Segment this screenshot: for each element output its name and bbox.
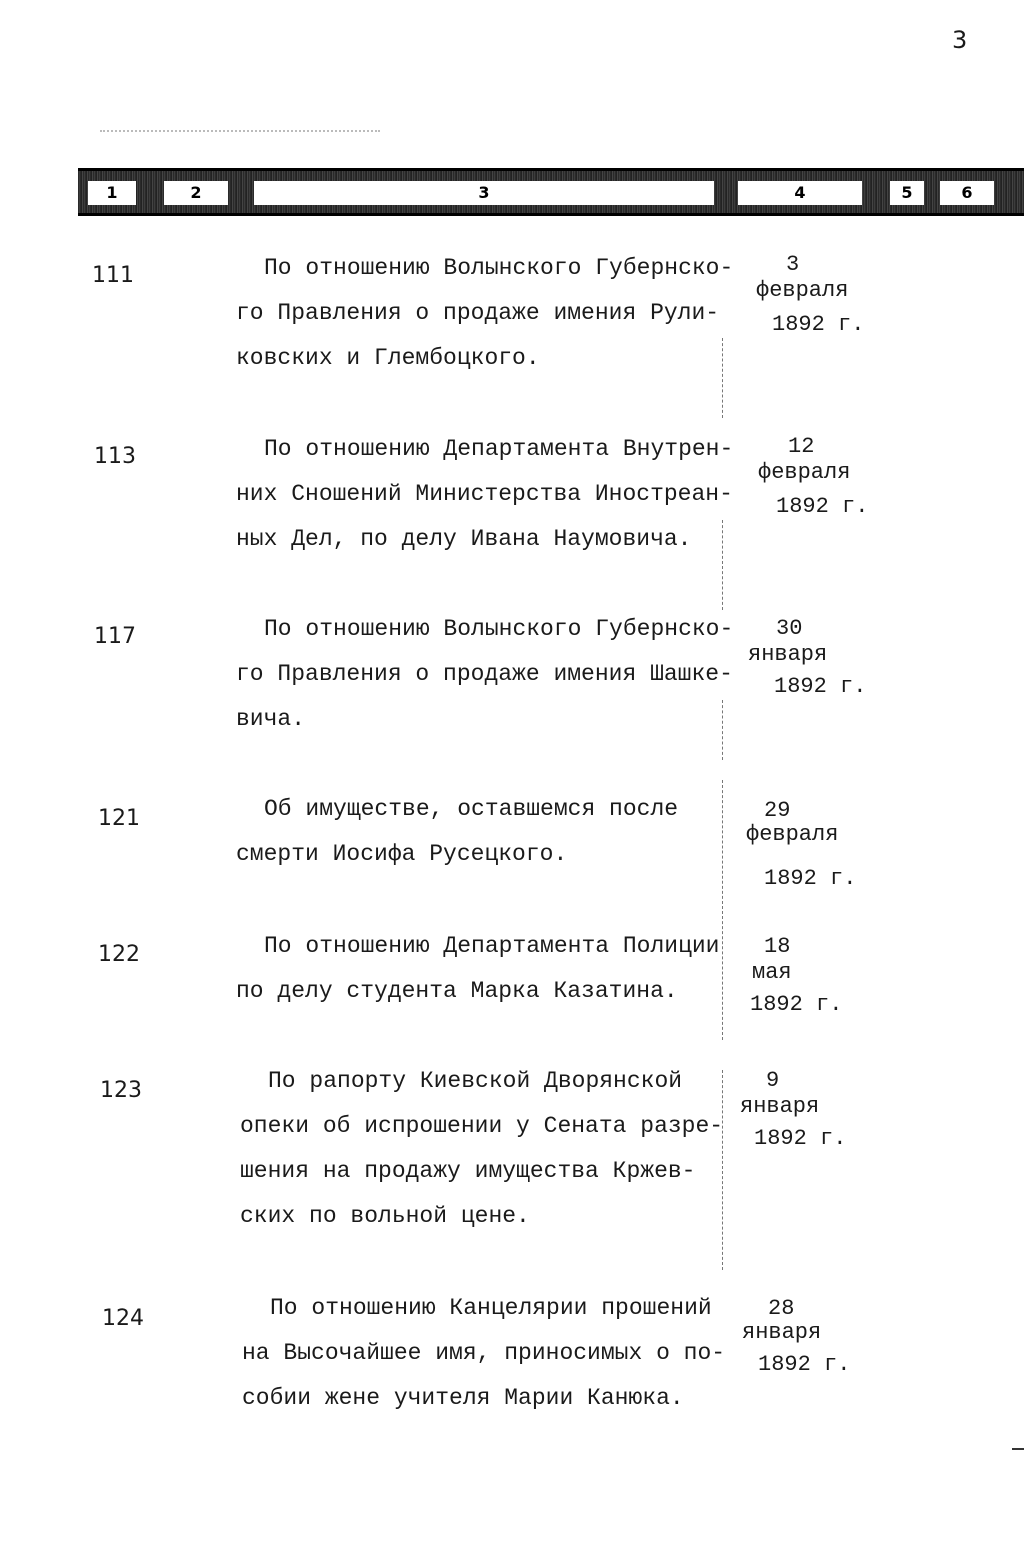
- entry-number: 121: [98, 806, 140, 831]
- date-year: 1892 г.: [772, 312, 865, 337]
- date-year: 1892 г.: [776, 494, 869, 519]
- date-month: февраля: [746, 822, 839, 847]
- date-month: января: [748, 642, 828, 667]
- entry-line: вича.: [236, 706, 306, 732]
- entry-number: 117: [94, 624, 136, 649]
- column-header-band: [78, 168, 1024, 216]
- date-day: 9: [766, 1068, 780, 1093]
- column-header-3: 3: [254, 181, 714, 205]
- entry-line: ных Дел, по делу Ивана Наумовича.: [236, 526, 692, 552]
- entry-line: По отношению Департамента Внутрен-: [264, 436, 734, 462]
- entry-description: [236, 427, 736, 562]
- column-header-5: 5: [890, 181, 924, 205]
- entry-line: Об имуществе, оставшемся после: [264, 796, 679, 822]
- date-month: января: [740, 1094, 820, 1119]
- entry-description: [236, 924, 736, 1014]
- date-month: января: [742, 1320, 822, 1345]
- entry-line: смерти Иосифа Русецкого.: [236, 841, 568, 867]
- entry-line: По отношению Канцелярии прошений: [270, 1295, 712, 1321]
- column-header-2: 2: [164, 181, 228, 205]
- entry-number: 111: [92, 263, 134, 288]
- entry-line: ковских и Глембоцкого.: [236, 345, 540, 371]
- entry-line: По рапорту Киевской Дворянской: [268, 1068, 683, 1094]
- decorative-dots: [100, 130, 380, 136]
- date-year: 1892 г.: [754, 1126, 847, 1151]
- page-number: 3: [952, 26, 968, 54]
- column-header-1: 1: [88, 181, 136, 205]
- entry-line: ских по вольной цене.: [240, 1203, 530, 1229]
- date-day: 29: [764, 798, 791, 823]
- entry-number: 124: [102, 1306, 144, 1331]
- date-day: 18: [764, 934, 791, 959]
- entry-description: [242, 1286, 742, 1421]
- date-month: февраля: [758, 460, 851, 485]
- entry-line: шения на продажу имущества Кржев-: [240, 1158, 696, 1184]
- entry-line: По отношению Департамента Полиции: [264, 933, 720, 959]
- entry-number: 122: [98, 942, 140, 967]
- entry-description: [240, 1059, 740, 1239]
- date-year: 1892 г.: [750, 992, 843, 1017]
- date-year: 1892 г.: [758, 1352, 851, 1377]
- entry-description: [236, 246, 736, 381]
- entry-description: [236, 787, 736, 877]
- entry-line: По отношению Волынского Губернско-: [264, 255, 734, 281]
- entry-number: 123: [100, 1078, 142, 1103]
- date-year: 1892 г.: [774, 674, 867, 699]
- date-month: февраля: [756, 278, 849, 303]
- entry-line: го Правления о продаже имения Рули-: [236, 300, 720, 326]
- entry-description: [236, 607, 736, 742]
- date-day: 30: [776, 616, 803, 641]
- date-month: мая: [752, 960, 792, 985]
- entry-line: По отношению Волынского Губернско-: [264, 616, 734, 642]
- entry-line: го Правления о продаже имения Шашке-: [236, 661, 733, 687]
- margin-mark: [1012, 1448, 1024, 1450]
- date-day: 12: [788, 434, 815, 459]
- date-day: 3: [786, 252, 800, 277]
- date-day: 28: [768, 1296, 795, 1321]
- entry-line: собии жене учителя Марии Канюка.: [242, 1385, 684, 1411]
- date-year: 1892 г.: [764, 866, 857, 891]
- column-header-6: 6: [940, 181, 994, 205]
- entry-line: опеки об испрошении у Сената разре-: [240, 1113, 724, 1139]
- entry-number: 113: [94, 444, 136, 469]
- entry-line: на Высочайшее имя, приносимых о по-: [242, 1340, 726, 1366]
- column-header-4: 4: [738, 181, 862, 205]
- entry-line: по делу студента Марка Казатина.: [236, 978, 678, 1004]
- entry-line: них Сношений Министерства Иностреан-: [236, 481, 733, 507]
